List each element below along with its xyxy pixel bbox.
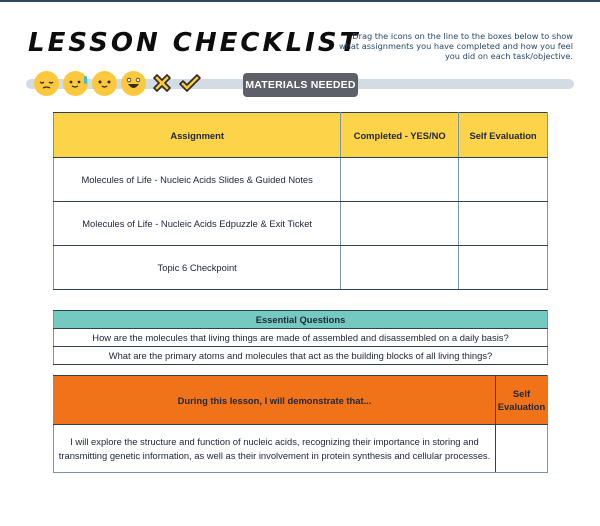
essential-questions-table xyxy=(53,310,548,365)
completed-column-header: Completed - YES/NO xyxy=(341,113,459,158)
table-row xyxy=(54,158,548,202)
completed-drop-box[interactable] xyxy=(341,246,459,290)
assignment-header-row xyxy=(54,113,548,158)
objective-evaluation-drop-box[interactable] xyxy=(496,425,548,473)
page-title: LESSON CHECKLIST xyxy=(28,28,361,58)
self-evaluation-header-line1: Self xyxy=(512,388,531,399)
sad-face-icon[interactable] xyxy=(34,71,59,96)
assignment-column-header: Assignment xyxy=(54,113,341,158)
table-row xyxy=(54,202,548,246)
materials-needed-badge: MATERIALS NEEDED xyxy=(243,73,358,97)
evaluation-drop-box[interactable] xyxy=(459,246,548,290)
assignment-name: Molecules of Life - Nucleic Acids Slides & Guided Notes xyxy=(54,158,341,202)
evaluation-drop-box[interactable] xyxy=(459,158,548,202)
lesson-objective: I will explore the structure and function of nucleic acids, recognizing their importance in storing and transmitting genetic information, as well as their involvement in protein synthesis and cellular processes. xyxy=(54,425,496,473)
demonstrate-header: During this lesson, I will demonstrate that... xyxy=(54,376,496,425)
evaluation-drop-box[interactable] xyxy=(459,202,548,246)
self-evaluation-header-line2: Evaluation xyxy=(497,401,546,412)
neutral-face-icon[interactable] xyxy=(92,71,117,96)
nervous-face-icon[interactable] xyxy=(63,71,88,96)
essential-questions-header: Essential Questions xyxy=(54,311,548,329)
assignment-table xyxy=(53,112,548,290)
instructions-text: Drag the icons on the line to the boxes below to show what assignments you have completed and how you feel you did on each task/objective. xyxy=(339,31,573,61)
happy-face-icon[interactable] xyxy=(121,71,146,96)
table-row xyxy=(54,246,548,290)
completed-drop-box[interactable] xyxy=(341,158,459,202)
drag-icon-row xyxy=(34,70,202,96)
completed-drop-box[interactable] xyxy=(341,202,459,246)
assignment-name: Molecules of Life - Nucleic Acids Edpuzzle & Exit Ticket xyxy=(54,202,341,246)
essential-question: What are the primary atoms and molecules that act as the building blocks of all living things? xyxy=(54,347,548,365)
essential-question: How are the molecules that living things are made of assembled and disassembled on a daily basis? xyxy=(54,329,548,347)
check-mark-icon[interactable] xyxy=(178,71,202,95)
x-mark-icon[interactable] xyxy=(150,71,174,95)
top-rule xyxy=(0,0,600,2)
evaluation-column-header: Self Evaluation xyxy=(459,113,548,158)
self-evaluation-header xyxy=(496,376,548,425)
demonstrate-table xyxy=(53,375,548,473)
assignment-name: Topic 6 Checkpoint xyxy=(54,246,341,290)
